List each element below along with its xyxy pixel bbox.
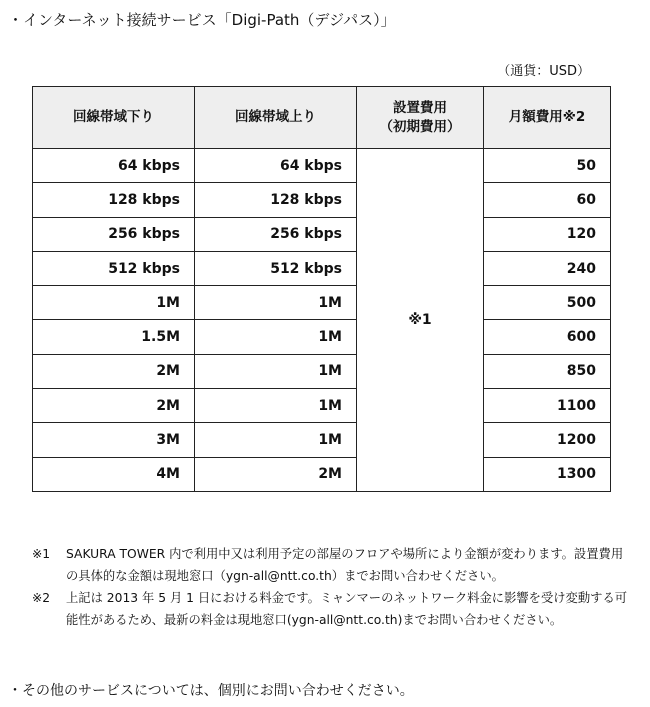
table-row (33, 149, 611, 183)
downlink-cell: 2M (33, 389, 195, 423)
header-downlink: 回線帯域下り (33, 87, 195, 149)
monthly-fee-cell: 1300 (484, 457, 611, 491)
closing-note: ・その他のサービスについては、個別にお問い合わせください。 (8, 683, 414, 699)
downlink-cell: 4M (33, 457, 195, 491)
uplink-cell: 1M (195, 423, 357, 457)
table-row (33, 354, 611, 388)
footnote-text: 上記は 2013 年 5 月 1 日における料金です。ミャンマーのネットワーク料金に影響を受け変動する可能性があるため、最新の料金は現地窓口(ygn-all@ntt.co.th)までお問い合わせください。 (66, 591, 628, 627)
currency-note: （通貨：USD） (497, 64, 590, 79)
uplink-cell: 128 kbps (195, 183, 357, 217)
downlink-cell: 512 kbps (33, 251, 195, 285)
monthly-fee-cell: 1100 (484, 389, 611, 423)
table-row (33, 389, 611, 423)
table-row (33, 251, 611, 285)
downlink-cell: 128 kbps (33, 183, 195, 217)
pricing-table (32, 86, 611, 492)
downlink-cell: 3M (33, 423, 195, 457)
table-row (33, 217, 611, 251)
uplink-cell: 1M (195, 389, 357, 423)
monthly-fee-cell: 240 (484, 251, 611, 285)
table-row (33, 423, 611, 457)
table-header-row (33, 87, 611, 149)
downlink-cell: 1M (33, 286, 195, 320)
header-setup-fee (357, 87, 484, 149)
uplink-cell: 512 kbps (195, 251, 357, 285)
header-setup-fee-line2: （初期費用） (379, 118, 461, 135)
uplink-cell: 64 kbps (195, 149, 357, 183)
monthly-fee-cell: 600 (484, 320, 611, 354)
table-row (33, 286, 611, 320)
downlink-cell: 256 kbps (33, 217, 195, 251)
downlink-cell: 2M (33, 354, 195, 388)
table-row (33, 183, 611, 217)
uplink-cell: 2M (195, 457, 357, 491)
footnote-mark: ※2 (32, 591, 51, 605)
table-row (33, 320, 611, 354)
setup-fee-cell: ※1 (357, 149, 484, 492)
footnote-text: SAKURA TOWER 内で利用中又は利用予定の部屋のフロアや場所により金額が変わります。設置費用の具体的な金額は現地窓口（ygn-all@ntt.co.th）までお問い合わせください。 (66, 547, 624, 583)
monthly-fee-cell: 50 (484, 149, 611, 183)
table-row (33, 457, 611, 491)
uplink-cell: 1M (195, 320, 357, 354)
header-setup-fee-line1: 設置費用 (393, 99, 447, 116)
footnote-mark: ※1 (32, 547, 51, 561)
downlink-cell: 1.5M (33, 320, 195, 354)
page-heading: ・インターネット接続サービス「Digi-Path（デジパス）」 (8, 11, 396, 29)
header-uplink: 回線帯域上り (195, 87, 357, 149)
downlink-cell: 64 kbps (33, 149, 195, 183)
monthly-fee-cell: 1200 (484, 423, 611, 457)
header-monthly-fee: 月額費用※2 (484, 87, 611, 149)
uplink-cell: 256 kbps (195, 217, 357, 251)
monthly-fee-cell: 500 (484, 286, 611, 320)
uplink-cell: 1M (195, 286, 357, 320)
monthly-fee-cell: 120 (484, 217, 611, 251)
uplink-cell: 1M (195, 354, 357, 388)
monthly-fee-cell: 60 (484, 183, 611, 217)
monthly-fee-cell: 850 (484, 354, 611, 388)
footnote (32, 587, 632, 631)
footnotes (32, 543, 632, 631)
footnote (32, 543, 632, 587)
